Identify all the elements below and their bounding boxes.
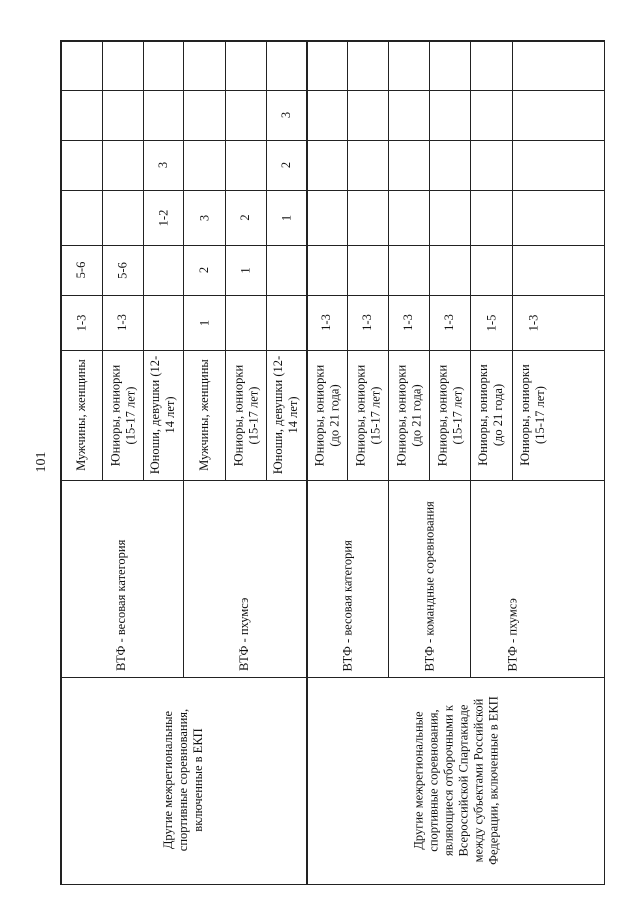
age-group: Юниоры, юниорки (15-17 лет) (352, 364, 382, 466)
age-group: Юниоры, юниорки (до 21 года) (393, 364, 423, 466)
age-group: Юноши, девушки (12-14 лет) (148, 355, 177, 475)
place-value (183, 140, 225, 190)
place-value: 1 (196, 319, 211, 326)
place-value (306, 190, 347, 245)
place-value: 3 (278, 111, 293, 119)
place-value (470, 90, 512, 140)
place-value (347, 140, 388, 190)
place-value: 1-3 (360, 314, 374, 331)
place-value: 3 (155, 161, 170, 169)
place-value (388, 245, 429, 295)
place-value: 1-3 (525, 314, 540, 331)
place-value (470, 40, 512, 90)
place-value (306, 245, 347, 295)
discipline-name: ВТФ - весовая категория (114, 539, 128, 671)
place-value (512, 140, 554, 190)
discipline-name: ВТФ - пхумсэ (504, 597, 519, 671)
place-value (143, 40, 183, 90)
place-value (183, 90, 225, 140)
place-value (512, 40, 554, 90)
place-value (60, 90, 102, 140)
place-value: 5-6 (115, 261, 129, 279)
discipline-name: ВТФ - командные соревнования (421, 500, 436, 671)
place-value (470, 190, 512, 245)
place-value: 1-3 (115, 314, 129, 331)
place-value (429, 190, 470, 245)
place-value (266, 245, 306, 295)
rotated-results-table (60, 40, 605, 885)
place-value: 1-5 (483, 314, 498, 331)
place-value (512, 90, 554, 140)
place-value: 3 (196, 214, 211, 221)
place-value: 2 (278, 161, 293, 169)
place-value (102, 190, 143, 245)
age-group: Юниоры, юниорки (15-17 лет) (518, 364, 547, 466)
place-value (347, 245, 388, 295)
place-value: 2 (196, 266, 211, 274)
place-value (306, 90, 347, 140)
place-value (102, 140, 143, 190)
place-value (143, 245, 183, 295)
place-value (266, 295, 306, 350)
age-group: Юниоры, юниорки (15-17 лет) (230, 364, 260, 466)
place-value (183, 40, 225, 90)
age-group: Юноши, девушки (12-14 лет) (271, 355, 300, 475)
place-value (388, 90, 429, 140)
place-value (143, 90, 183, 140)
page-number: 101 (34, 451, 49, 473)
place-value (60, 40, 102, 90)
place-value (429, 140, 470, 190)
place-value (347, 90, 388, 140)
place-value: 1 (278, 214, 293, 221)
place-value (347, 190, 388, 245)
place-value (388, 190, 429, 245)
place-value: 1-3 (401, 314, 415, 331)
place-value (512, 190, 554, 245)
place-value (266, 40, 306, 90)
section-title: Другие межрегиональные спортивные соревнования, являющиеся отборочными к Всероссийской Спартакиаде между субъектами Российской Федерации, включенные в ЕКП (410, 695, 500, 865)
discipline-name: ВТФ - пхумсэ (237, 597, 251, 671)
place-value (429, 40, 470, 90)
place-value (470, 140, 512, 190)
place-value (225, 295, 266, 350)
table-border-bottom (60, 884, 605, 886)
place-value: 1-3 (442, 314, 456, 331)
place-value (429, 90, 470, 140)
place-value (388, 40, 429, 90)
section-title: Другие межрегиональные спортивные соревнования, включенные в ЕКП (160, 708, 205, 852)
column-rule-6 (60, 480, 605, 481)
place-value: 1-2 (155, 209, 170, 226)
place-value (512, 245, 554, 295)
place-value (102, 40, 143, 90)
age-group: Юниоры, юниорки (до 21 года) (311, 364, 341, 466)
place-value (470, 245, 512, 295)
age-group: Юниоры, юниорки (15-17 лет) (434, 364, 464, 466)
place-value: 2 (238, 214, 252, 221)
discipline-name: ВТФ - весовая категория (339, 539, 354, 671)
title-rule (60, 677, 605, 678)
place-value (225, 140, 266, 190)
place-value (306, 40, 347, 90)
place-value (388, 140, 429, 190)
place-value: 5-6 (73, 261, 88, 279)
place-value (143, 295, 183, 350)
place-value (225, 90, 266, 140)
place-value (306, 140, 347, 190)
place-value (347, 40, 388, 90)
place-value: 1-3 (319, 314, 333, 331)
age-group: Мужчины, женщины (73, 359, 88, 471)
place-value (60, 140, 102, 190)
table-border-right (604, 40, 606, 885)
age-group: Юниоры, юниорки (до 21 года) (476, 364, 505, 466)
place-value: 1 (238, 266, 252, 274)
age-group: Юниоры, юниорки (15-17 лет) (107, 364, 137, 466)
place-value (60, 190, 102, 245)
age-group: Мужчины, женщины (196, 359, 211, 471)
place-value (225, 40, 266, 90)
place-value: 1-3 (73, 314, 88, 331)
place-value (429, 245, 470, 295)
place-value (102, 90, 143, 140)
